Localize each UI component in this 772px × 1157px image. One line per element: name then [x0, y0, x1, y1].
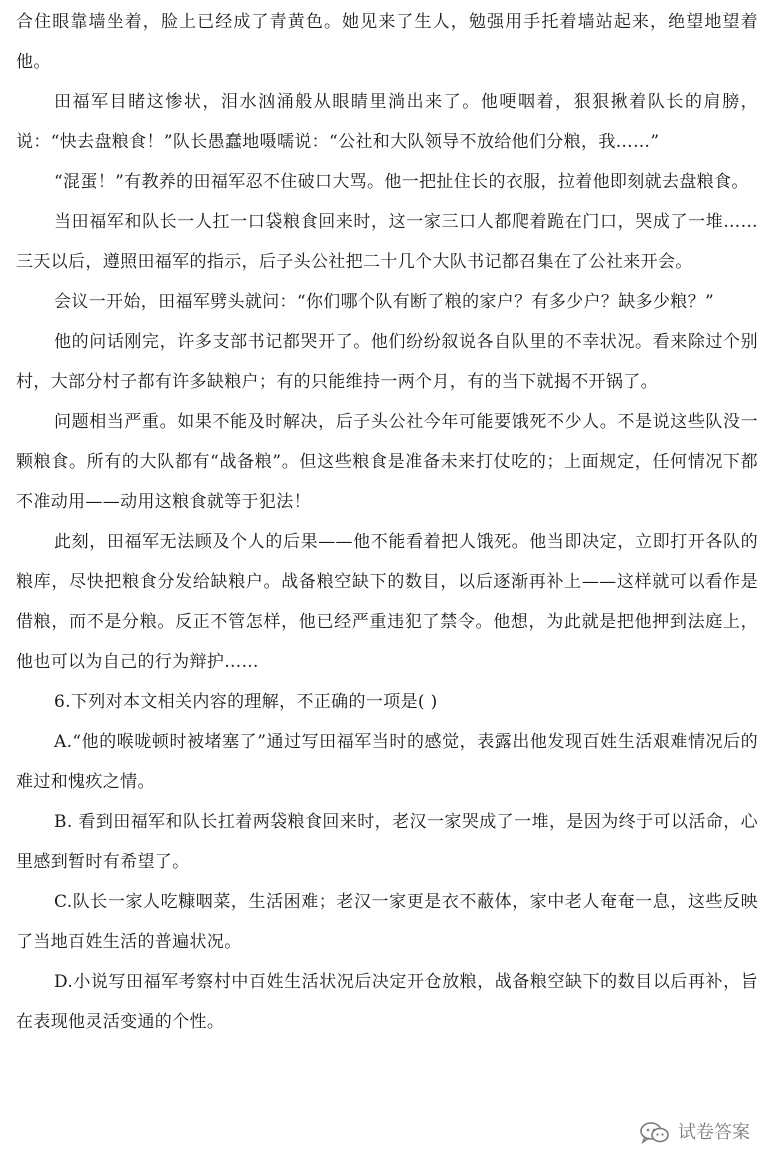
passage-paragraph-8: 此刻，田福军无法顾及个人的后果——他不能看着把人饿死。他当即决定，立即打开各队的粮库，尽快把粮食分发给缺粮户。战备粮空缺下的数目，以后逐渐再补上——这样就可以看作是借粮，而不是分粮。反正不管怎样，他已经严重违犯了禁令。他想，为此就是把他押到法庭上，他也可以为自己的行为辩护…… [16, 532, 758, 672]
question-option-d: D.小说写田福军考察村中百姓生活状况后决定开仓放粮，战备粮空缺下的数目以后再补，旨在表现他灵活变通的个性。 [16, 972, 758, 1032]
passage-paragraph-2: 田福军目睹这惨状，泪水汹涌般从眼睛里淌出来了。他哽咽着，狠狠揪着队长的肩膀，说：“快去盘粮食！”队长愚蠢地嗫嚅说：“公社和大队领导不放给他们分粮，我……” [16, 92, 758, 152]
passage-paragraph-7: 问题相当严重。如果不能及时解决，后子头公社今年可能要饿死不少人。不是说这些队没一颗粮食。所有的大队都有“战备粮”。但这些粮食是准备未来打仗吃的；上面规定，任何情况下都不准动用——动用这粮食就等于犯法！ [16, 412, 758, 512]
watermark [636, 1121, 754, 1145]
wechat-icon [640, 1121, 670, 1145]
passage-paragraph-1: 合住眼靠墙坐着，脸上已经成了青黄色。她见来了生人，勉强用手托着墙站起来，绝望地望着他。 [16, 12, 758, 72]
question-stem: 6.下列对本文相关内容的理解，不正确的一项是( ) [54, 692, 438, 712]
question-option-b: B. 看到田福军和队长扛着两袋粮食回来时，老汉一家哭成了一堆，是因为终于可以活命，心里感到暂时有希望了。 [16, 812, 758, 872]
passage-paragraph-3: “混蛋！”有教养的田福军忍不住破口大骂。他一把扯住长的衣服，拉着他即刻就去盘粮食。 [54, 172, 749, 192]
document-page [16, 0, 758, 1042]
passage-paragraph-5: 会议一开始，田福军劈头就问：“你们哪个队有断了粮的家户？有多少户？缺多少粮？” [54, 292, 715, 312]
passage-paragraph-6: 他的问话刚完，许多支部书记都哭开了。他们纷纷叙说各自队里的不幸状况。看来除过个别村，大部分村子都有许多缺粮户；有的只能维持一两个月，有的当下就揭不开锅了。 [16, 332, 758, 392]
question-option-a: A.“他的喉咙顿时被堵塞了”通过写田福军当时的感觉，表露出他发现百姓生活艰难情况后的难过和愧疚之情。 [16, 732, 758, 792]
question-option-c: C.队长一家人吃糠咽菜，生活困难；老汉一家更是衣不蔽体，家中老人奄奄一息，这些反映了当地百姓生活的普遍状况。 [16, 892, 758, 952]
watermark-text: 试卷答案 [678, 1122, 750, 1143]
passage-paragraph-4: 当田福军和队长一人扛一口袋粮食回来时，这一家三口人都爬着跪在门口，哭成了一堆……三天以后，遵照田福军的指示，后子头公社把二十几个大队书记都召集在了公社来开会。 [16, 212, 758, 272]
